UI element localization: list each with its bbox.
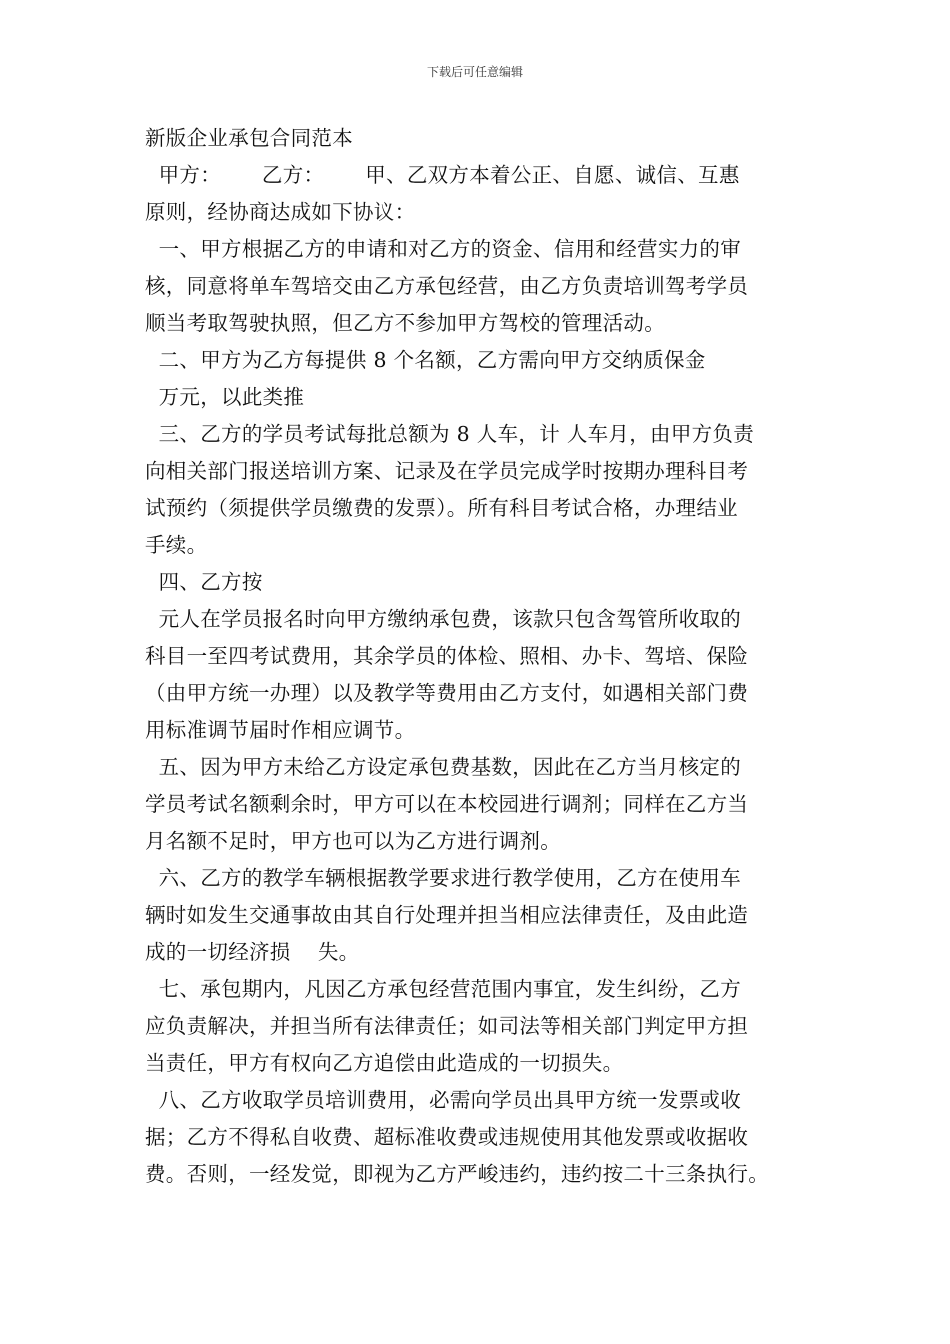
text-line: 甲方： 乙方： 甲、乙双方本着公正、自愿、诚信、互惠 [145, 163, 740, 187]
text-line: 一、甲方根据乙方的申请和对乙方的资金、信用和经营实力的审 [145, 237, 742, 261]
text-line: 五、因为甲方未给乙方设定承包费基数，因此在乙方当月核定的 [145, 755, 742, 779]
text-line: 科目一至四考试费用，其余学员的体检、照相、办卡、驾培、保险 [145, 644, 749, 668]
text-line: 用标准调节届时作相应调节。 [145, 718, 416, 742]
text-line: 四、乙方按 [145, 570, 263, 594]
text-line: 元人在学员报名时向甲方缴纳承包费，该款只包含驾管所收取的 [145, 607, 742, 631]
text-line: 七、承包期内，凡因乙方承包经营范围内事宜，发生纠纷，乙方 [145, 977, 742, 1001]
text-line: （由甲方统一办理）以及教学等费用由乙方支付，如遇相关部门费 [145, 681, 749, 705]
page-header: 下载后可任意编辑 [426, 65, 523, 79]
text-line: 成的一切经济损 失。 [145, 940, 360, 964]
document-body [145, 120, 825, 1193]
text-line: 学员考试名额剩余时，甲方可以在本校园进行调剂；同样在乙方当 [145, 792, 749, 816]
text-line: 原则，经协商达成如下协议： [145, 200, 416, 224]
text-line: 试预约（须提供学员缴费的发票）。所有科目考试合格，办理结业 [145, 496, 738, 520]
text-line: 核，同意将单车驾培交由乙方承包经营，由乙方负责培训驾考学员 [145, 274, 749, 298]
text-line: 八、乙方收取学员培训费用，必需向学员出具甲方统一发票或收 [145, 1088, 742, 1112]
text-line: 二、甲方为乙方每提供 8 个名额，乙方需向甲方交纳质保金 [145, 348, 706, 372]
text-line: 月名额不足时，甲方也可以为乙方进行调剂。 [145, 829, 561, 853]
text-line: 顺当考取驾驶执照，但乙方不参加甲方驾校的管理活动。 [145, 311, 665, 335]
text-line: 六、乙方的教学车辆根据教学要求进行教学使用，乙方在使用车 [145, 866, 742, 890]
text-line: 辆时如发生交通事故由其自行处理并担当相应法律责任，及由此造 [145, 903, 749, 927]
text-line: 向相关部门报送培训方案、记录及在学员完成学时按期办理科目考 [145, 459, 749, 483]
text-line: 三、乙方的学员考试每批总额为 8 人车，计 人车月，由甲方负责 [145, 422, 755, 446]
text-line: 应负责解决，并担当所有法律责任；如司法等相关部门判定甲方担 [145, 1014, 749, 1038]
text-line: 万元，以此类推 [145, 385, 305, 409]
text-line: 当责任，甲方有权向乙方追偿由此造成的一切损失。 [145, 1051, 624, 1075]
text-line: 费。否则，一经发觉，即视为乙方严峻违约，违约按二十三条执行。 [145, 1162, 769, 1186]
document-title: 新版企业承包合同范本 [145, 126, 353, 150]
text-line: 据；乙方不得私自收费、超标准收费或违规使用其他发票或收据收 [145, 1125, 749, 1149]
text-line: 手续。 [145, 533, 208, 557]
